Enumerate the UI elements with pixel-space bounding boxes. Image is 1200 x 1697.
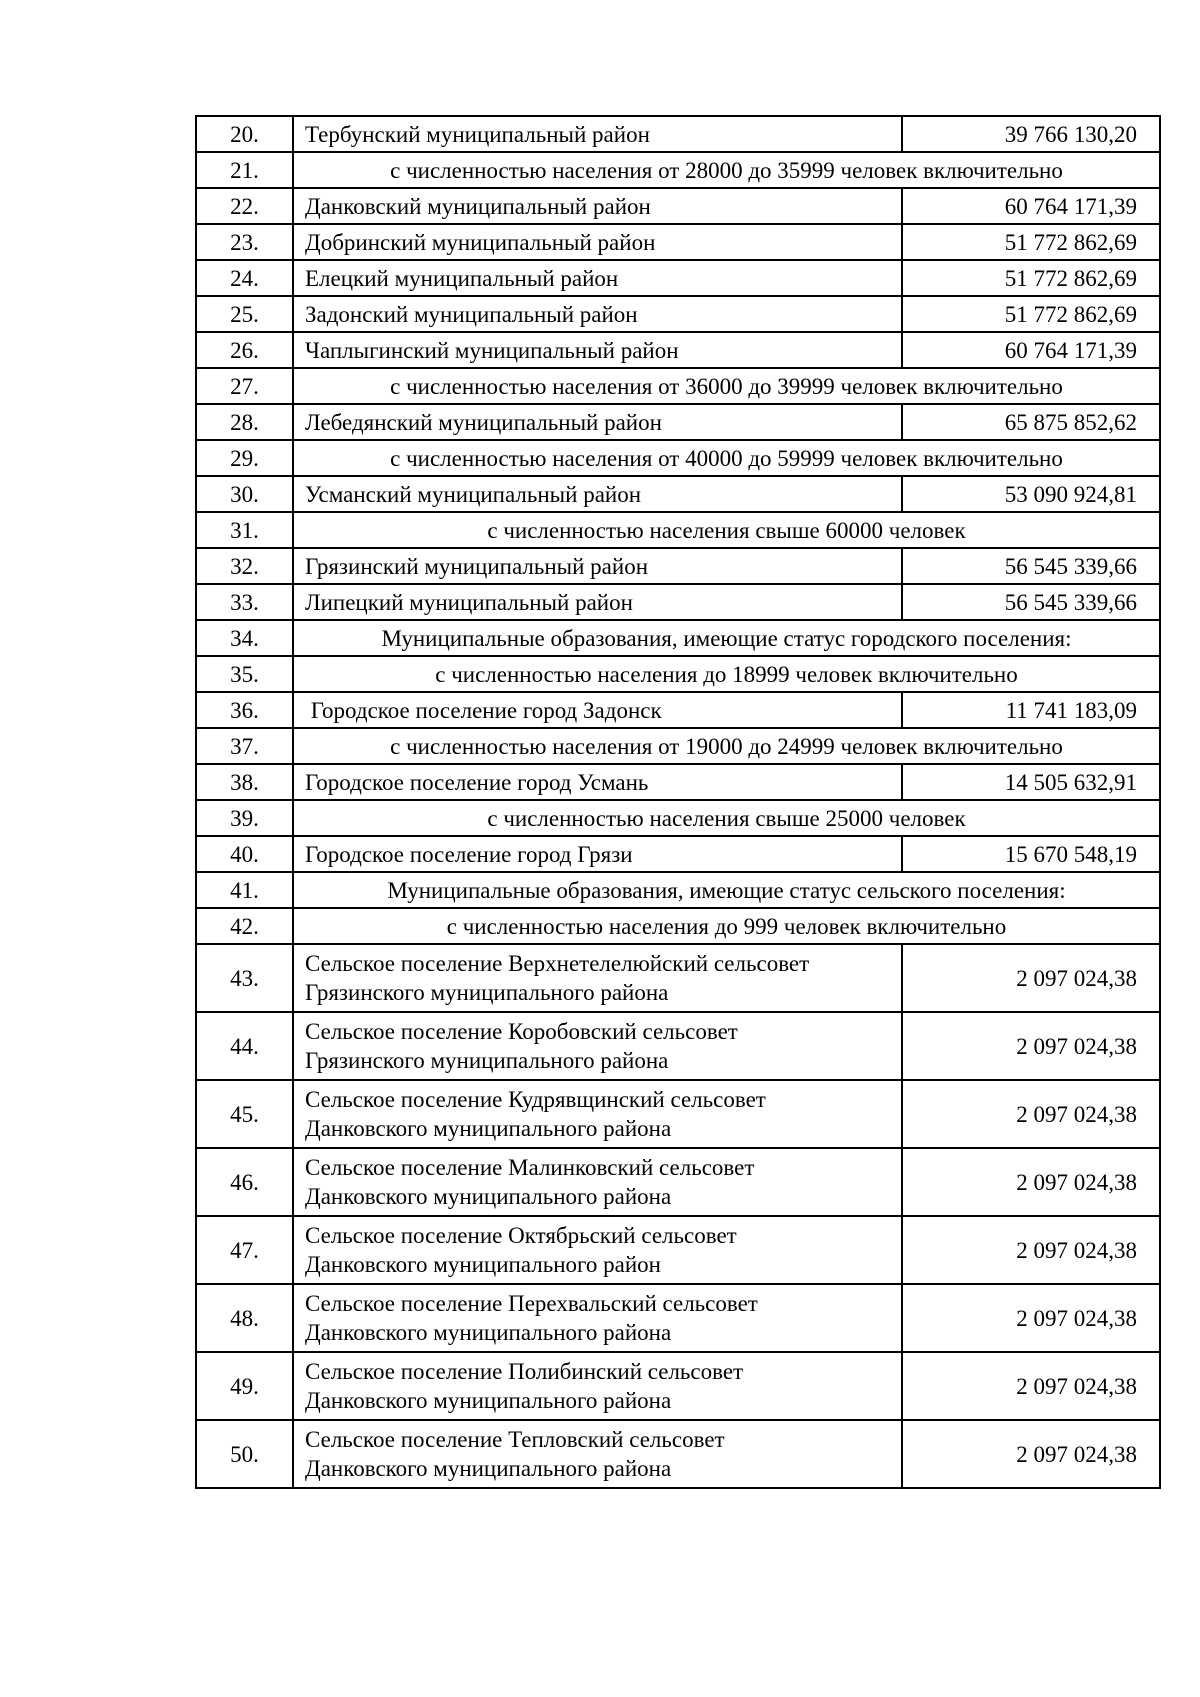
row-number: 28. bbox=[196, 404, 293, 440]
amount: 2 097 024,38 bbox=[902, 1284, 1160, 1352]
municipality-name: Елецкий муниципальный район bbox=[293, 260, 902, 296]
row-number: 38. bbox=[196, 764, 293, 800]
table-row bbox=[196, 620, 1160, 656]
municipality-name: Городское поселение город Усмань bbox=[293, 764, 902, 800]
table-row bbox=[196, 296, 1160, 332]
row-number: 50. bbox=[196, 1420, 293, 1488]
table-row bbox=[196, 152, 1160, 188]
amount: 65 875 852,62 bbox=[902, 404, 1160, 440]
table-row bbox=[196, 800, 1160, 836]
amount: 15 670 548,19 bbox=[902, 836, 1160, 872]
budget-table bbox=[195, 115, 1161, 1489]
group-header: с численностью населения от 19000 до 24999 человек включительно bbox=[293, 728, 1160, 764]
row-number: 31. bbox=[196, 512, 293, 548]
amount: 2 097 024,38 bbox=[902, 1352, 1160, 1420]
row-number: 33. bbox=[196, 584, 293, 620]
row-number: 24. bbox=[196, 260, 293, 296]
table-row bbox=[196, 548, 1160, 584]
name-line-1: Сельское поселение Полибинский сельсовет bbox=[305, 1359, 744, 1384]
name-line-2: Данковского муниципального района bbox=[305, 1184, 672, 1209]
group-header: Муниципальные образования, имеющие статус сельского поселения: bbox=[293, 872, 1160, 908]
row-number: 36. bbox=[196, 692, 293, 728]
table-row bbox=[196, 224, 1160, 260]
name-line-2: Данковского муниципального района bbox=[305, 1388, 672, 1413]
table-row bbox=[196, 656, 1160, 692]
table-row bbox=[196, 908, 1160, 944]
name-line-1: Сельское поселение Малинковский сельсовет bbox=[305, 1155, 755, 1180]
table-row bbox=[196, 584, 1160, 620]
amount: 60 764 171,39 bbox=[902, 188, 1160, 224]
municipality-name bbox=[293, 944, 902, 1012]
municipality-name: Тербунский муниципальный район bbox=[293, 116, 902, 152]
municipality-name bbox=[293, 1012, 902, 1080]
name-line-1: Сельское поселение Кудрявщинский сельсовет bbox=[305, 1087, 766, 1112]
table-row bbox=[196, 512, 1160, 548]
name-line-2: Данковского муниципального района bbox=[305, 1116, 672, 1141]
row-number: 37. bbox=[196, 728, 293, 764]
amount: 51 772 862,69 bbox=[902, 224, 1160, 260]
group-header: с численностью населения от 36000 до 39999 человек включительно bbox=[293, 368, 1160, 404]
table-row bbox=[196, 836, 1160, 872]
municipality-name: Чаплыгинский муниципальный район bbox=[293, 332, 902, 368]
name-line-2: Данковского муниципального район bbox=[305, 1252, 661, 1277]
name-line-1: Сельское поселение Перехвальский сельсовет bbox=[305, 1291, 758, 1316]
row-number: 40. bbox=[196, 836, 293, 872]
name-line-1: Сельское поселение Коробовский сельсовет bbox=[305, 1019, 738, 1044]
table-row bbox=[196, 1216, 1160, 1284]
table-row bbox=[196, 1080, 1160, 1148]
row-number: 21. bbox=[196, 152, 293, 188]
group-header: с численностью населения до 999 человек включительно bbox=[293, 908, 1160, 944]
table-row bbox=[196, 332, 1160, 368]
row-number: 30. bbox=[196, 476, 293, 512]
table-row bbox=[196, 260, 1160, 296]
municipality-name: Липецкий муниципальный район bbox=[293, 584, 902, 620]
amount: 51 772 862,69 bbox=[902, 260, 1160, 296]
table-row bbox=[196, 692, 1160, 728]
table-row bbox=[196, 1148, 1160, 1216]
municipality-name bbox=[293, 1148, 902, 1216]
group-header: Муниципальные образования, имеющие статус городского поселения: bbox=[293, 620, 1160, 656]
amount: 2 097 024,38 bbox=[902, 944, 1160, 1012]
row-number: 45. bbox=[196, 1080, 293, 1148]
table-row bbox=[196, 440, 1160, 476]
row-number: 49. bbox=[196, 1352, 293, 1420]
municipality-name: Городское поселение город Грязи bbox=[293, 836, 902, 872]
municipality-name bbox=[293, 1080, 902, 1148]
name-line-2: Грязинского муниципального района bbox=[305, 1048, 669, 1073]
name-line-2: Данковского муниципального района bbox=[305, 1320, 672, 1345]
amount: 14 505 632,91 bbox=[902, 764, 1160, 800]
row-number: 44. bbox=[196, 1012, 293, 1080]
name-line-1: Сельское поселение Тепловский сельсовет bbox=[305, 1427, 725, 1452]
municipality-name: Грязинский муниципальный район bbox=[293, 548, 902, 584]
table-row bbox=[196, 1420, 1160, 1488]
row-number: 42. bbox=[196, 908, 293, 944]
name-line-2: Данковского муниципального района bbox=[305, 1456, 672, 1481]
amount: 2 097 024,38 bbox=[902, 1216, 1160, 1284]
municipality-name bbox=[293, 1216, 902, 1284]
amount: 2 097 024,38 bbox=[902, 1148, 1160, 1216]
row-number: 43. bbox=[196, 944, 293, 1012]
group-header: с численностью населения свыше 60000 человек bbox=[293, 512, 1160, 548]
municipality-name: Добринский муниципальный район bbox=[293, 224, 902, 260]
row-number: 23. bbox=[196, 224, 293, 260]
row-number: 25. bbox=[196, 296, 293, 332]
municipality-name bbox=[293, 1284, 902, 1352]
row-number: 46. bbox=[196, 1148, 293, 1216]
amount: 39 766 130,20 bbox=[902, 116, 1160, 152]
municipality-name: Усманский муниципальный район bbox=[293, 476, 902, 512]
municipality-name bbox=[293, 1352, 902, 1420]
row-number: 35. bbox=[196, 656, 293, 692]
row-number: 48. bbox=[196, 1284, 293, 1352]
name-line-2: Грязинского муниципального района bbox=[305, 980, 669, 1005]
table-row bbox=[196, 188, 1160, 224]
amount: 2 097 024,38 bbox=[902, 1420, 1160, 1488]
row-number: 22. bbox=[196, 188, 293, 224]
row-number: 20. bbox=[196, 116, 293, 152]
amount: 11 741 183,09 bbox=[902, 692, 1160, 728]
table-row bbox=[196, 872, 1160, 908]
row-number: 29. bbox=[196, 440, 293, 476]
table-row bbox=[196, 728, 1160, 764]
row-number: 34. bbox=[196, 620, 293, 656]
row-number: 41. bbox=[196, 872, 293, 908]
group-header: с численностью населения до 18999 человек включительно bbox=[293, 656, 1160, 692]
row-number: 47. bbox=[196, 1216, 293, 1284]
name-line-1: Сельское поселение Верхнетелелюйский сельсовет bbox=[305, 951, 810, 976]
group-header: с численностью населения от 40000 до 59999 человек включительно bbox=[293, 440, 1160, 476]
row-number: 27. bbox=[196, 368, 293, 404]
municipality-name: Лебедянский муниципальный район bbox=[293, 404, 902, 440]
row-number: 39. bbox=[196, 800, 293, 836]
table-row bbox=[196, 1352, 1160, 1420]
table-row bbox=[196, 764, 1160, 800]
group-header: с численностью населения свыше 25000 человек bbox=[293, 800, 1160, 836]
municipality-name: Городское поселение город Задонск bbox=[293, 692, 902, 728]
amount: 2 097 024,38 bbox=[902, 1080, 1160, 1148]
name-line-1: Сельское поселение Октябрьский сельсовет bbox=[305, 1223, 737, 1248]
row-number: 32. bbox=[196, 548, 293, 584]
table-row bbox=[196, 404, 1160, 440]
table-row bbox=[196, 1284, 1160, 1352]
amount: 51 772 862,69 bbox=[902, 296, 1160, 332]
row-number: 26. bbox=[196, 332, 293, 368]
amount: 60 764 171,39 bbox=[902, 332, 1160, 368]
amount: 2 097 024,38 bbox=[902, 1012, 1160, 1080]
table-row bbox=[196, 476, 1160, 512]
amount: 53 090 924,81 bbox=[902, 476, 1160, 512]
amount: 56 545 339,66 bbox=[902, 584, 1160, 620]
municipality-name bbox=[293, 1420, 902, 1488]
group-header: с численностью населения от 28000 до 35999 человек включительно bbox=[293, 152, 1160, 188]
amount: 56 545 339,66 bbox=[902, 548, 1160, 584]
municipality-name: Задонский муниципальный район bbox=[293, 296, 902, 332]
municipality-name: Данковский муниципальный район bbox=[293, 188, 902, 224]
table-row bbox=[196, 368, 1160, 404]
table-row bbox=[196, 1012, 1160, 1080]
table-row bbox=[196, 944, 1160, 1012]
table-row bbox=[196, 116, 1160, 152]
